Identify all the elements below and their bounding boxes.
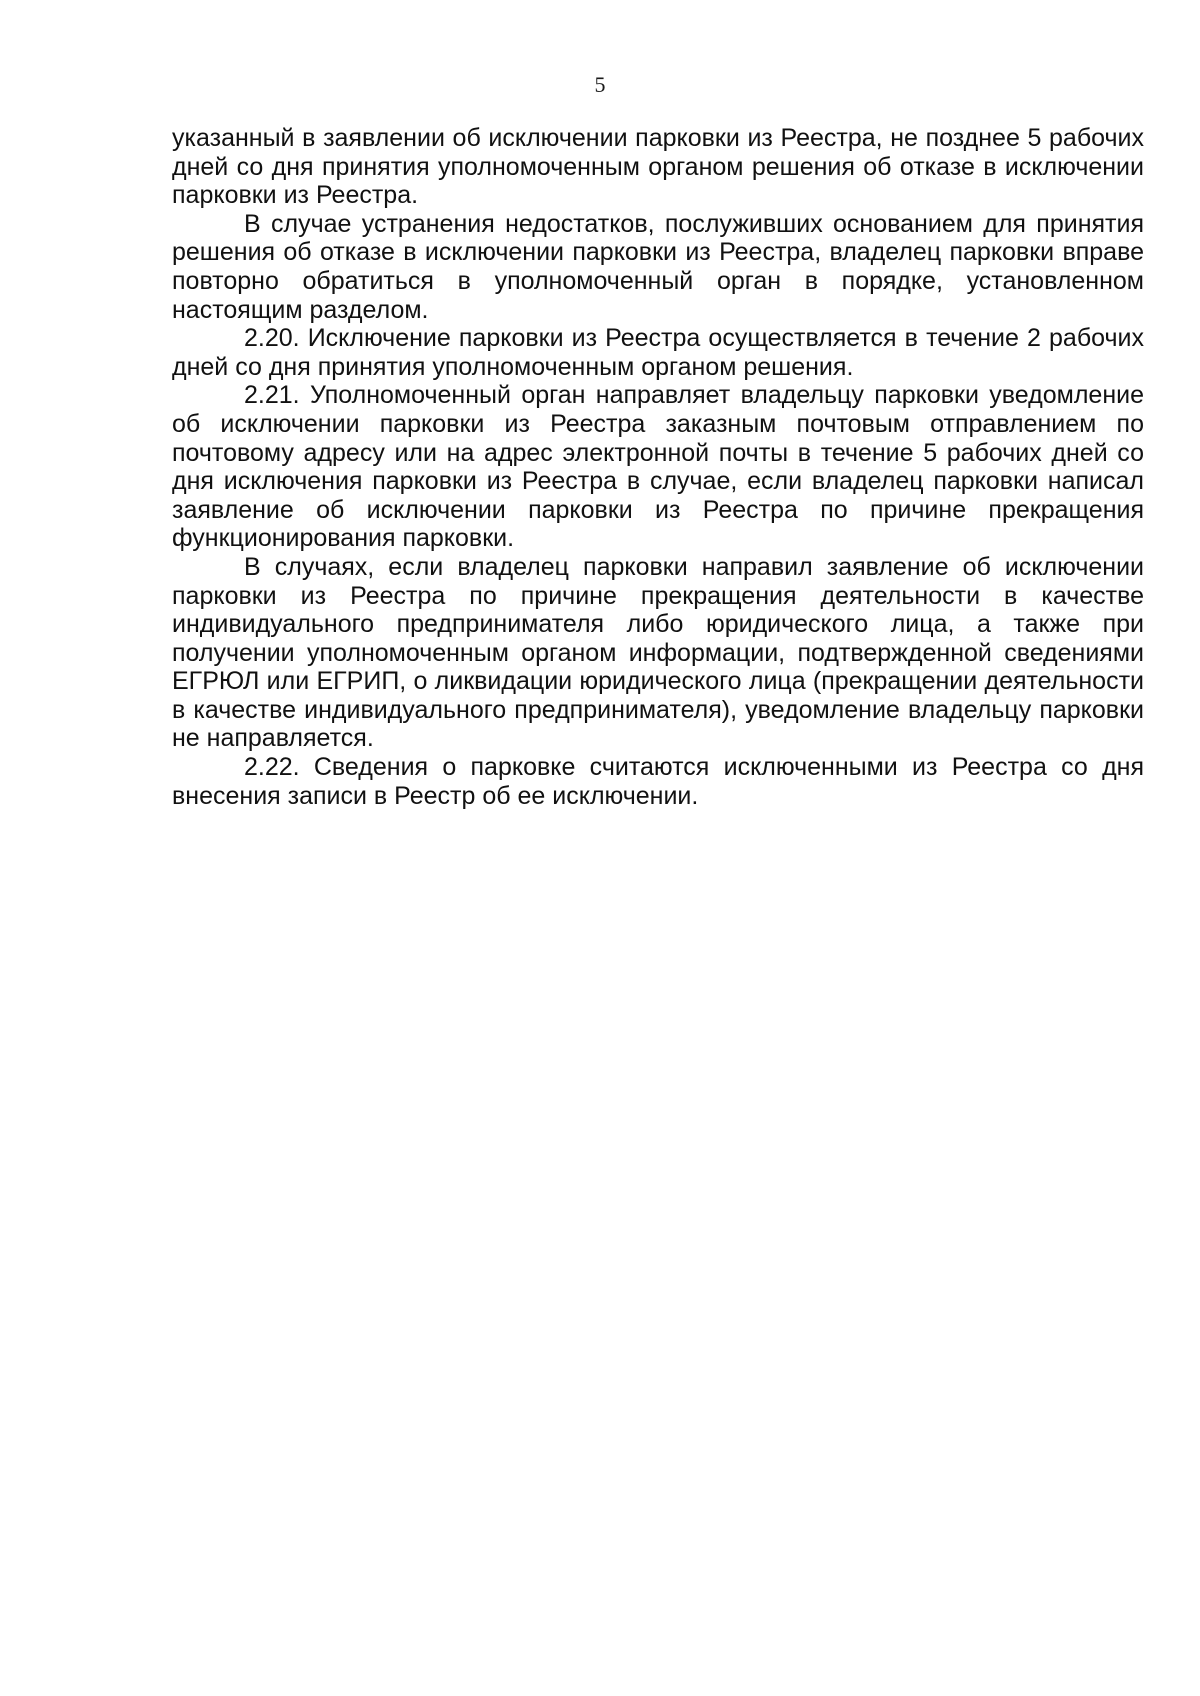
paragraph-2-22: 2.22. Сведения о парковке считаются исключенными из Реестра со дня внесения записи в Реестр об ее исключении.	[172, 753, 1144, 810]
document-body	[172, 124, 1144, 810]
paragraph-2-21: 2.21. Уполномоченный орган направляет владельцу парковки уведомление об исключении парковки из Реестра заказным почтовым отправлением по почтовому адресу или на адрес электронной почты в течение 5 рабочих дней со дня исключения парковки из Реестра в случае, если владелец парковки написал заявление об исключении парковки из Реестра по причине прекращения функционирования парковки.	[172, 381, 1144, 553]
paragraph-2-20: 2.20. Исключение парковки из Реестра осуществляется в течение 2 рабочих дней со дня принятия уполномоченным органом решения.	[172, 324, 1144, 381]
paragraph-deficiency-correction: В случае устранения недостатков, послуживших основанием для принятия решения об отказе в исключении парковки из Реестра, владелец парковки вправе повторно обратиться в уполномоченный орган в порядке, установленном настоящим разделом.	[172, 209, 1144, 324]
page-number: 5	[594, 72, 606, 97]
paragraph-no-notification: В случаях, если владелец парковки направил заявление об исключении парковки из Реестра по причине прекращения деятельности в качестве индивидуального предпринимателя либо юридического лица, а также при получении уполномоченным органом информации, подтвержденной сведениями ЕГРЮЛ или ЕГРИП, о ликвидации юридического лица (прекращении деятельности в качестве индивидуального предпринимателя), уведомление владельцу парковки не направляется.	[172, 552, 1144, 753]
paragraph-continuation: указанный в заявлении об исключении парковки из Реестра, не позднее 5 рабочих дней со дня принятия уполномоченным органом решения об отказе в исключении парковки из Реестра.	[172, 124, 1144, 210]
